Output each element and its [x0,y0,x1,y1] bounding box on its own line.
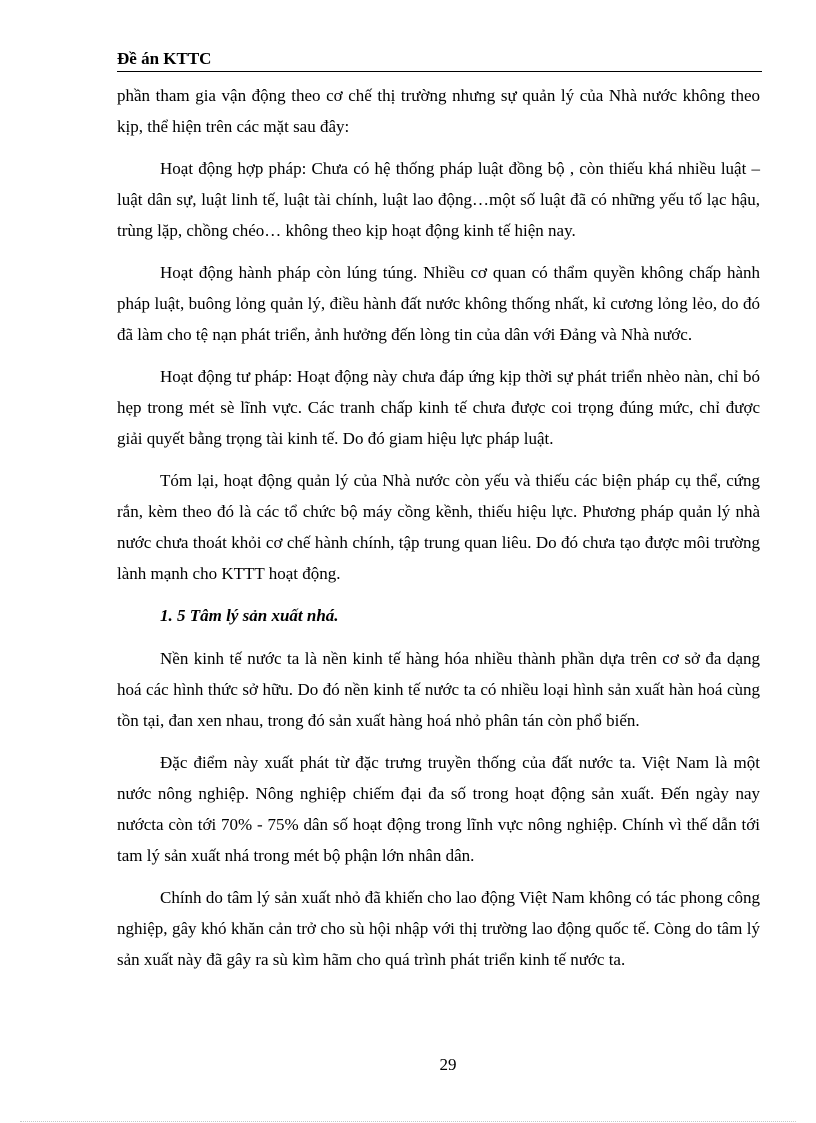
paragraph: Hoạt động hợp pháp: Chưa có hệ thống pháp luật đồng bộ , còn thiếu khá nhiều luật – luật dân sự, luật linh tế, luật tài chính, luật lao động…một số luật đã có những yếu tố lạc hậu, trùng lặp, chồng chéo… không theo kịp hoạt động kinh tế hiện nay. [117,159,760,240]
paragraph: Nền kinh tế nước ta là nền kinh tế hàng hóa nhiều thành phần dựa trên cơ sở đa dạng hoá các hình thức sở hữu. Do đó nền kinh tế nước ta có nhiều loại hình sản xuất hàn hoá cùng tồn tại, đan xen nhau, trong đó sản xuất hàng hoá nhỏ phân tán còn phổ biến. [117,649,760,730]
paragraph: Hoạt động hành pháp còn lúng túng. Nhiều cơ quan có thẩm quyền không chấp hành pháp luật, buông lỏng quản lý, điều hành đất nước không thống nhất, kỉ cương lỏng lẻo, do đó đã làm cho tệ nạn phát triển, ảnh hưởng đến lòng tin của dân với Đảng và Nhà nước. [117,263,760,344]
paragraph: Tóm lại, hoạt động quản lý của Nhà nước còn yếu và thiếu các biện pháp cụ thể, cứng rắn, kèm theo đó là các tổ chức bộ máy cồng kềnh, thiếu hiệu lực. Phương pháp quản lý nhà nước chưa thoát khỏi cơ chế hành chính, tập trung quan liêu. Do đó chưa tạo được môi trường lành mạnh cho KTTT hoạt động. [117,471,760,583]
page-bottom-divider [20,1121,796,1122]
paragraph: Hoạt động tư pháp: Hoạt động này chưa đáp ứng kịp thời sự phát triển nhèo nàn, chỉ bó hẹp trong mét sè lĩnh vực. Các tranh chấp kinh tế chưa được coi trọng đúng mức, chỉ được giải quyết bằng trọng tài kinh tế. Do đó giam hiệu lực pháp luật. [117,367,760,448]
page-body [117,80,760,986]
paragraph: Đặc điểm này xuất phát từ đặc trưng truyền thống của đất nước ta. Việt Nam là một nước nông nghiệp. Nông nghiệp chiếm đại đa số trong hoạt động sản xuất. Đến ngày nay nướcta còn tới 70% - 75% dân số hoạt động trong lĩnh vực nông nghiệp. Chính vì thế dẫn tới tam lý sản xuất nhá trong mét bộ phận lớn nhân dân. [117,753,760,865]
header-title: Đề án KTTC [117,49,212,68]
page-number: 29 [439,1055,457,1074]
page-header [117,48,762,72]
section-heading: 1. 5 Tâm lý sản xuất nhá. [160,606,339,625]
paragraph: phần tham gia vận động theo cơ chế thị trường nhưng sự quản lý của Nhà nước không theo kịp, thể hiện trên các mặt sau đây: [117,86,760,136]
paragraph: Chính do tâm lý sản xuất nhỏ đã khiến cho lao động Việt Nam không có tác phong công nghiệp, gây khó khăn cản trở cho sù hội nhập với thị trường lao động quốc tế. Còng do tâm lý sản xuất này đã gây ra sù kìm hãm cho quá trình phát triển kinh tế nước ta. [117,888,760,969]
